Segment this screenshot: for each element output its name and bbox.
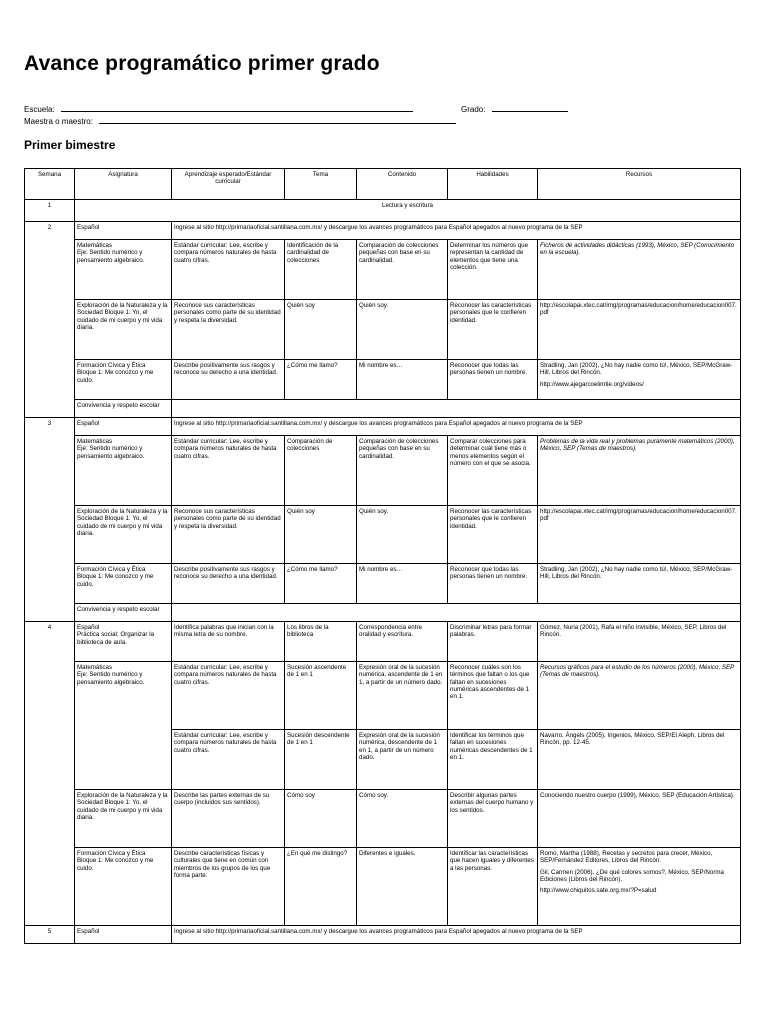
subject-cell: Convivencia y respeto escolar <box>75 604 172 622</box>
aprendizaje-cell: Identifica palabras que inician con la misma letra de su nombre. <box>172 622 285 662</box>
contenido-cell: Correspondencia entre oralidad y escritura. <box>357 622 448 662</box>
recursos-link[interactable]: http://www.chiquitos.sate.org.mx/?P=salud <box>540 887 657 895</box>
tema-cell: Sucesión descendente de 1 en 1 <box>285 730 357 790</box>
table-row <box>25 662 741 730</box>
contenido-cell: Mi nombre es… <box>357 564 448 604</box>
table-row <box>25 200 741 222</box>
recursos-cell <box>538 848 741 926</box>
program-table <box>24 168 741 944</box>
grado-label: Grado: <box>461 105 486 114</box>
contenido-cell: Diferentes e iguales. <box>357 848 448 926</box>
recursos-link[interactable]: http://escolapai.xtec.cat/img/programas/educacion/home/educacion007.pdf <box>538 506 741 564</box>
habilidades-cell: Identificar los términos que faltan en sucesiones numéricas descendentes de 1 en 1. <box>448 730 538 790</box>
section-title: Primer bimestre <box>24 138 116 152</box>
aprendizaje-cell: Estándar curricular: Lee, escribe y compara números naturales de hasta cuatro cifras. <box>172 730 285 790</box>
contenido-cell: Quién soy. <box>357 506 448 564</box>
habilidades-cell: Discriminar letras para formar palabras. <box>448 622 538 662</box>
tema-cell: ¿Cómo me llamo? <box>285 564 357 604</box>
subject-cell: Matemáticas Eje: Sentido numérico y pensamiento algebraico. <box>75 240 172 300</box>
subject-cell: Matemáticas Eje: Sentido numérico y pensamiento algebraico. <box>75 662 172 790</box>
aprendizaje-cell: Describe positivamente sus rasgos y reconoce su derecho a una identidad. <box>172 564 285 604</box>
table-row <box>25 436 741 506</box>
table-row <box>25 240 741 300</box>
table-row <box>25 506 741 564</box>
header-cell: Aprendizaje esperado/Estándar curricular <box>172 169 285 200</box>
tema-cell: Quién soy <box>285 300 357 360</box>
table-row <box>25 848 741 926</box>
week-cell: 4 <box>25 622 75 926</box>
recursos-cell <box>538 360 741 400</box>
recursos-cell: Conociendo nuestro cuerpo (1999), México, SEP (Educación Artística). <box>538 790 741 848</box>
link-cell[interactable]: Ingrese al sitio http://primariaoficial.santillana.com.mx/ y descargue los avances programáticos para Español apegados al nuevo programa de la SEP <box>172 926 741 944</box>
habilidades-cell: Reconocer las características personales que le confieren identidad. <box>448 506 538 564</box>
habilidades-cell: Reconocer que todas las personas tienen un nombre. <box>448 360 538 400</box>
lectura-cell: Lectura y escritura <box>75 200 741 222</box>
recursos-link[interactable]: http://escolapai.xtec.cat/img/programas/educacion/home/educacion007.pdf <box>538 300 741 360</box>
table-row <box>25 418 741 436</box>
week-cell: 2 <box>25 222 75 418</box>
subject-cell: Español <box>75 926 172 944</box>
table-row <box>25 400 741 418</box>
recursos-cell: Gómez, Nuria (2001), Rafa el niño invisible, México, SEP, Libros del Rincón. <box>538 622 741 662</box>
habilidades-cell: Determinar los números que representan la cantidad de elementos que tiene una colección. <box>448 240 538 300</box>
subject-cell: Español Práctica social: Organizar la biblioteca de aula. <box>75 622 172 662</box>
aprendizaje-cell: Reconoce sus características personales como parte de su identidad y respeta la diversidad. <box>172 300 285 360</box>
header-cell: Contenido <box>357 169 448 200</box>
header-cell: Asignatura <box>75 169 172 200</box>
aprendizaje-cell: Describe positivamente sus rasgos y reconoce su derecho a una identidad. <box>172 360 285 400</box>
table-row <box>25 790 741 848</box>
subject-cell: Español <box>75 222 172 240</box>
page-title: Avance programático primer grado <box>24 52 380 75</box>
table-row <box>25 564 741 604</box>
week-cell: 1 <box>25 200 75 222</box>
habilidades-cell: Identificar las características que hacen iguales y diferentes a las personas. <box>448 848 538 926</box>
tema-cell: Quién soy <box>285 506 357 564</box>
table-row <box>25 622 741 662</box>
contenido-cell: Expresión oral de la sucesión numérica, ascendente de 1 en 1, a partir de un número dado. <box>357 662 448 730</box>
tema-cell: Los libros de la biblioteca <box>285 622 357 662</box>
aprendizaje-cell: Estándar curricular: Lee, escribe y compara números naturales de hasta cuatro cifras. <box>172 662 285 730</box>
header-cell: Semana <box>25 169 75 200</box>
table-row <box>25 222 741 240</box>
subject-cell: Formación Cívica y Ética Bloque 1: Me conozco y me cuido. <box>75 360 172 400</box>
aprendizaje-cell: Estándar curricular: Lee, escribe y compara números naturales de hasta cuatro cifras. <box>172 436 285 506</box>
week-cell: 3 <box>25 418 75 622</box>
escuela-line[interactable] <box>61 103 413 112</box>
recursos-cell: Ficheros de actividades didácticas (1993), México, SEP (Conocimiento en la escuela). <box>538 240 741 300</box>
header-cell: Tema <box>285 169 357 200</box>
tema-cell: Comparación de colecciones <box>285 436 357 506</box>
table-row <box>25 926 741 944</box>
contenido-cell: Comparación de colecciones pequeñas con base en su cardinalidad. <box>357 436 448 506</box>
recursos-text: Gil, Carmen (2006), ¿De qué colores somos?, México, SEP/Norma Ediciones (Libros del Rincón). <box>540 868 724 883</box>
empty-cell <box>172 400 741 418</box>
tema-cell: Identificación de la cardinalidad de colecciones <box>285 240 357 300</box>
recursos-text: Romo, Martha (1988), Recetas y secretos para crecer, México, SEP/Fernández Editores, Libros del Rincón. <box>540 850 713 865</box>
maestro-label: Maestra o maestro: <box>24 117 93 126</box>
empty-cell <box>172 604 741 622</box>
contenido-cell: Expresión oral de la sucesión numérica, descendente de 1 en 1, a partir de un número dado. <box>357 730 448 790</box>
aprendizaje-cell: Describe las partes externas de su cuerpo (incluidos sus sentidos). <box>172 790 285 848</box>
subject-cell: Español <box>75 418 172 436</box>
contenido-cell: Comparación de colecciones pequeñas con base en su cardinalidad. <box>357 240 448 300</box>
table-row <box>25 300 741 360</box>
tema-cell: ¿Cómo me llamo? <box>285 360 357 400</box>
aprendizaje-cell: Reconoce sus características personales como parte de su identidad y respeta la diversidad. <box>172 506 285 564</box>
subject-cell: Formación Cívica y Ética Bloque 1: Me conozco y me cuido. <box>75 564 172 604</box>
subject-cell: Exploración de la Naturaleza y la Sociedad Bloque 1: Yo, el cuidado de mi cuerpo y mi vida diaria. <box>75 506 172 564</box>
recursos-cell: Navarro, Ángels (2005), Ingenios, México, SEP/El Aleph, Libros del Rincón, pp. 12-45. <box>538 730 741 790</box>
recursos-cell: Problemas de la vida real y problemas puramente matemáticos (2000), México, SEP (Temas de maestros). <box>538 436 741 506</box>
habilidades-cell: Reconocer cuáles son los términos que faltan o los que faltan en sucesiones numéricas ascendentes de 1 en 1. <box>448 662 538 730</box>
habilidades-cell: Reconocer las características personales que le confieren identidad. <box>448 300 538 360</box>
aprendizaje-cell: Describe características físicas y culturales que tiene en común con miembros de los grupos de los que forma parte. <box>172 848 285 926</box>
tema-cell: ¿En qué me distingo? <box>285 848 357 926</box>
habilidades-cell: Describir algunas partes externas del cuerpo humano y los sentidos. <box>448 790 538 848</box>
maestro-line[interactable] <box>99 115 456 124</box>
contenido-cell: Mi nombre es… <box>357 360 448 400</box>
subject-cell: Exploración de la Naturaleza y la Sociedad Bloque 1: Yo, el cuidado de mi cuerpo y mi vida diaria. <box>75 790 172 848</box>
recursos-cell: Stradling, Jan (2002), ¿No hay nadie como tú!, México, SEP/McGraw-Hill, Libros del Rincón. <box>538 564 741 604</box>
tema-cell: Cómo soy <box>285 790 357 848</box>
grado-field <box>461 103 568 115</box>
maestro-field <box>24 115 456 127</box>
contenido-cell: Quién soy. <box>357 300 448 360</box>
subject-cell: Formación Cívica y Ética Bloque 1: Me conozco y me cuido. <box>75 848 172 926</box>
escuela-label: Escuela: <box>24 105 55 114</box>
table-header-row <box>25 169 741 200</box>
recursos-link[interactable]: http://www.ajegarcoelimtie.org/videos/ <box>540 380 644 388</box>
grado-line[interactable] <box>492 103 568 112</box>
header-cell: Recursos <box>538 169 741 200</box>
escuela-field <box>24 103 413 115</box>
contenido-cell: Cómo soy. <box>357 790 448 848</box>
habilidades-cell: Comparar colecciones para determinar cuál tiene más o menos elementos según el número con el que se asocia. <box>448 436 538 506</box>
subject-cell: Matemáticas Eje: Sentido numérico y pensamiento algebraico. <box>75 436 172 506</box>
subject-cell: Convivencia y respeto escolar <box>75 400 172 418</box>
link-cell[interactable]: Ingrese al sitio http://primariaoficial.santillana.com.mx/ y descargue los avances programáticos para Español apegados al nuevo programa de la SEP <box>172 222 741 240</box>
subject-cell: Exploración de la Naturaleza y la Sociedad Bloque 1: Yo, el cuidado de mi cuerpo y mi vida diaria. <box>75 300 172 360</box>
header-cell: Habilidades <box>448 169 538 200</box>
table-row <box>25 604 741 622</box>
habilidades-cell: Reconocer que todas las personas tienen un nombre. <box>448 564 538 604</box>
tema-cell: Sucesión ascendente de 1 en 1 <box>285 662 357 730</box>
table-row <box>25 360 741 400</box>
aprendizaje-cell: Estándar curricular: Lee, escribe y compara números naturales de hasta cuatro cifras. <box>172 240 285 300</box>
recursos-text: Stradling, Jan (2002), ¿No hay nadie como tú!, México, SEP/McGraw-Hill, Libros del Rincón. <box>540 362 733 377</box>
recursos-cell: Recursos gráficos para el estudio de los números (2000), México, SEP (Temas de maestros). <box>538 662 741 730</box>
link-cell[interactable]: Ingrese al sitio http://primariaoficial.santillana.com.mx/ y descargue los avances programáticos para Español apegados al nuevo programa de la SEP <box>172 418 741 436</box>
week-cell: 5 <box>25 926 75 944</box>
